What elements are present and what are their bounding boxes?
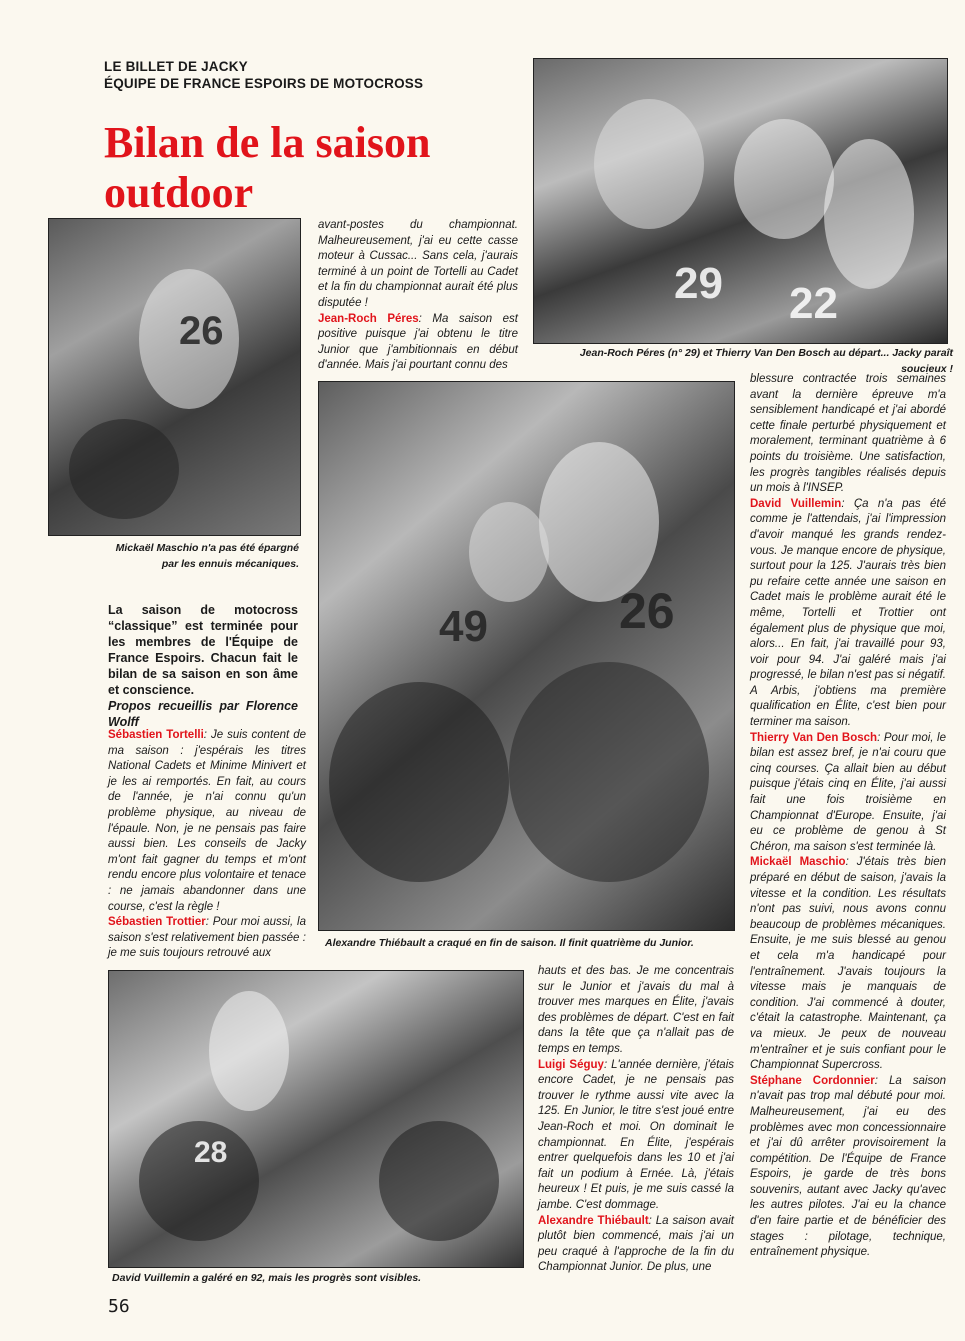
interview-answer: : L'année dernière, j'étais encore Cadet, je ne pensais pas trouver le rythme aussi vite avec la 125. En Junior, le titre s'est joué entre Jean-Roch et moi. On dominait le championnat. En Élite, j'espérais entrer quelquefois dans les 10 et j'ai fait un podium à Ernée. Là, j'étais heureux ! Et puis, je me suis cassé la jambe. C'est dommage. [538,1058,735,1211]
speaker-name: Jean-Roch Péres [318,312,419,325]
column-middle-bottom [538,964,734,1276]
speaker-name: Thierry Van Den Bosch [750,731,878,744]
caption-top-right: Jean-Roch Péres (n° 29) et Thierry Van Den Bosch au départ... Jacky paraît soucieux ! [579,347,953,375]
speaker-name: Alexandre Thiébault [538,1214,649,1227]
caption-left [48,540,299,572]
plate-number: 26 [619,583,675,639]
caption-left-line-2: par les ennuis mécaniques. [161,558,299,570]
interview-answer: : J'étais très bien préparé en début de saison, j'avais la vitesse et la condition. Les résultats n'ont pas suivi, nous avons connu beaucoup de problèmes mécaniques. Ensuite, je me suis blessé au genou et cela m'a handicapé pour l'entraînement. J'avais toujours la vitesse mais je manquais de condition. J'ai commencé à douter, c'était la catastrophe. Maintenant, ça va mieux. Je peux de nouveau m'entraîner et je suis confiant pour le Championnat Supercross. [750,856,946,1072]
interview-answer: : Je suis content de ma saison : j'espérais les titres National Cadets et Minime Minivert et je les ai remportés. En fait, au cours de l'année, je n'ai connu qu'un problème physique, au niveau de l'épaule. Non, je ne pensais pas faire aussi bien. Les conseils de Jacky m'ont fait gagner du temps et m'ont rendu encore plus volontaire et tenace : ne jamais abandonner dans une course, c'est la règle ! [108,729,306,913]
lead-credit: Propos recueillis par Florence Wolff [108,699,298,729]
speaker-name: Stéphane Cordonnier [750,1074,875,1087]
interview-answer: : Pour moi aussi, la saison s'est relativement bien passée : je me suis toujours retrouvé aux [108,916,307,960]
interview-answer: : La saison avait plutôt bien commencé, mais j'ai un peu craqué à l'approche de la fin du Championnat Junior. De plus, une [538,1214,734,1274]
page-number: 56 [108,1296,130,1317]
column-left [108,728,306,962]
caption-bottom: David Vuillemin a galéré en 92, mais les progrès sont visibles. [112,1272,422,1284]
photo-vuillemin [108,970,524,1268]
plate-number: 26 [179,309,224,353]
speaker-name: Luigi Séguy [538,1058,604,1071]
title-line-1: Bilan de la saison [104,118,431,167]
photo-thiebault [318,381,735,931]
speaker-name: David Vuillemin [750,497,842,510]
section-kicker [104,58,423,92]
interview-answer: : La saison n'avait pas trop mal débuté pour moi. Malheureusement, j'ai eu des problèmes avec mon concessionnaire et j'ai dû arrêter provisoirement la compétition. De l'Équipe de France Espoirs, je garde de très bons souvenirs, autant avec Jacky qu'avec les autres pilotes. J'ai eu la chance d'en faire partie et de bénéficier des stages : pilotage, technique, entraînement physique. [750,1074,946,1259]
interview-answer: hauts et des bas. Je me concentrais sur le Junior et j'avais du mal à trouver mes marques en Élite, j'avais des problèmes de départ. C'est en fait dans la tête que ça n'allait pas de temps en temps. [538,965,734,1055]
plate-number: 22 [789,279,838,328]
plate-number: 29 [674,259,723,308]
caption-center: Alexandre Thiébault a craqué en fin de saison. Il finit quatrième du Junior. [325,937,694,949]
plate-number: 49 [439,602,488,651]
title-line-2: outdoor [104,168,254,217]
plate-number: 28 [194,1136,228,1169]
interview-answer: avant-postes du championnat. Malheureusement, j'ai eu cette casse moteur à Cussac... Sans cela, j'aurais terminé à un point de Tortelli au Cadet et la fin du championnat aurait été plus disputée ! [318,219,518,309]
speaker-name: Sébastien Tortelli [108,729,204,741]
photo-start-line [533,58,948,344]
interview-answer: : Ça n'a pas été comme je l'attendais, j'ai l'impression d'avoir manqué les grands rendez-vous. Je manque encore de physique, surtout pour la 125. J'aurais très bien pu refaire cette année une saison en Cadet mais le problème aurait été le même, Tortelli et Trottier ont également plus de physique que moi, alors... En fait, j'ai travaillé pour 93, voir pour 94. J'ai galéré mais j'ai progressé, le bilan n'est pas si négatif. A Arbis, j'obtiens ma première qualification en Élite, c'est bien pour terminer ma saison. [750,497,946,729]
lead-text: La saison de motocross “classique” est terminée pour les membres de l'Équipe de France Espoirs. Chacun fait le bilan de sa saison en son âme et conscience. [108,603,298,697]
article-lead [108,602,298,730]
column-middle-top [318,218,518,374]
speaker-name: Mickaël Maschio [750,856,846,869]
column-right [750,372,946,1261]
kicker-line-1: LE BILLET DE JACKY [104,59,248,74]
kicker-line-2: ÉQUIPE DE FRANCE ESPOIRS DE MOTOCROSS [104,76,424,91]
article-title [104,118,430,218]
speaker-name: Sébastien Trottier [108,916,206,929]
interview-answer: : Ma saison est positive puisque j'ai obtenu le titre Junior que j'ambitionnais en début d'année. Mais j'ai pourtant connu des [318,312,518,372]
interview-answer: : Pour moi, le bilan est assez bref, je n'ai couru que cinq courses. Ça allait bien au début puisque j'étais cinq en Élite, j'ai aussi fait une fois troisième en Championnat d'Europe. Ensuite, j'ai eu ce problème de genou à St Chéron, ma saison s'est terminée là. [750,731,946,853]
interview-answer: blessure contractée trois semaines avant la dernière épreuve m'a sensiblement handicapé et j'ai abordé cette finale perturbé physiquement et moralement, terminant quatrième à 6 points du troisième. Une satisfaction, les progrès tangibles réalisés depuis un mois à l'INSEP. [750,373,946,495]
caption-left-line-1: Mickaël Maschio n'a pas été épargné [115,542,299,554]
photo-maschio [48,218,301,536]
